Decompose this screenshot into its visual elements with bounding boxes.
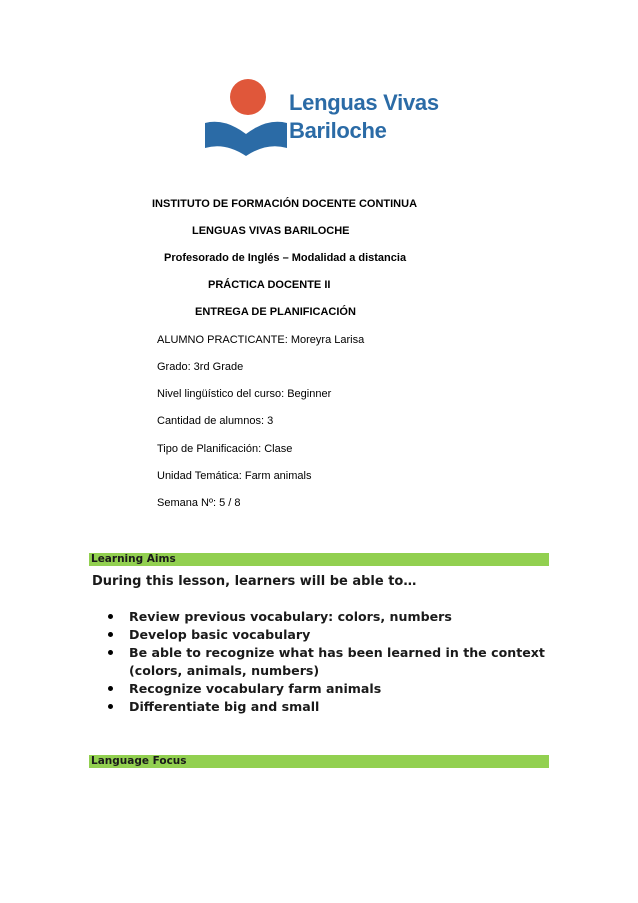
logo-book-right-page xyxy=(246,122,287,156)
info-student: ALUMNO PRACTICANTE: Moreyra Larisa xyxy=(157,334,365,346)
logo-book-icon xyxy=(203,76,289,162)
aim-text: Recognize vocabulary farm animals xyxy=(129,681,382,696)
section-title-learning-aims: Learning Aims xyxy=(91,553,176,565)
logo-brand-line2: Bariloche xyxy=(289,118,387,143)
list-item xyxy=(108,644,548,680)
header-practice: PRÁCTICA DOCENTE II xyxy=(208,279,331,291)
list-item xyxy=(108,608,548,626)
aim-text: Develop basic vocabulary xyxy=(129,627,311,642)
logo-brand-line1: Lenguas Vivas xyxy=(289,90,439,115)
aim-text: Review previous vocabulary: colors, numbers xyxy=(129,609,452,624)
logo-circle xyxy=(230,79,266,115)
header-program: Profesorado de Inglés – Modalidad a distancia xyxy=(164,252,407,264)
list-item xyxy=(108,626,548,644)
info-level: Nivel lingüístico del curso: Beginner xyxy=(157,388,332,400)
aim-text: Differentiate big and small xyxy=(129,699,320,714)
aims-intro: During this lesson, learners will be able to… xyxy=(92,574,417,589)
info-grade: Grado: 3rd Grade xyxy=(157,361,244,373)
bullet-icon xyxy=(108,686,113,691)
bullet-icon xyxy=(108,632,113,637)
bullet-icon xyxy=(108,650,113,655)
section-bar-learning-aims xyxy=(89,553,549,566)
aims-list xyxy=(108,608,548,716)
list-item xyxy=(108,698,548,716)
list-item xyxy=(108,680,548,698)
bullet-icon xyxy=(108,704,113,709)
header-institute: INSTITUTO DE FORMACIÓN DOCENTE CONTINUA xyxy=(152,198,418,210)
section-bar-language-focus xyxy=(89,755,549,768)
section-title-language-focus: Language Focus xyxy=(91,755,187,767)
info-week: Semana Nº: 5 / 8 xyxy=(157,497,241,509)
info-plan-type: Tipo de Planificación: Clase xyxy=(157,443,293,455)
bullet-icon xyxy=(108,614,113,619)
aim-text: Be able to recognize what has been learned in the context (colors, animals, numbers) xyxy=(129,645,545,678)
info-unit: Unidad Temática: Farm animals xyxy=(157,470,312,482)
header-delivery: ENTREGA DE PLANIFICACIÓN xyxy=(195,306,356,318)
logo-book-left-page xyxy=(205,122,246,156)
info-students-count: Cantidad de alumnos: 3 xyxy=(157,415,274,427)
header-school: LENGUAS VIVAS BARILOCHE xyxy=(192,225,350,237)
logo xyxy=(203,76,439,162)
